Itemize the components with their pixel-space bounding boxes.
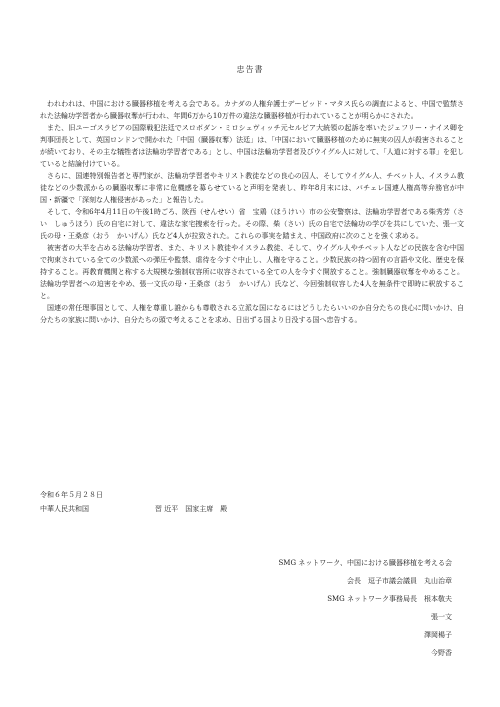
recipient-country: 中華人民共和国	[40, 505, 89, 513]
recipient-line	[40, 502, 227, 516]
signer: 澤岡楊子	[424, 631, 452, 639]
signer: 張一文	[431, 613, 452, 621]
paragraph: われわれは、中国における臓器移植を考える会である。カナダの人権弁護士デービッド・マタス氏らの調査によると、中国で監禁された法輪功学習者から臓器収奪が行われ、年間6万から10万件の違法な臓器移植が行われていることが明らかにされた。	[40, 100, 464, 120]
document-title: 忠告書	[236, 65, 264, 74]
paragraph: 国連の常任理事国として、人権を尊重し誰からも尊敬される立派な国になるにはどうしたらいいのか自分たちの良心に問いかけ、自分たちの家族に問いかけ、自分たちの頭で考えることを求め、日出ずる国より日没する国へ忠告する。	[40, 304, 464, 324]
paragraph: 被害者の大半を占める法輪功学習者、また、キリスト教徒やイスラム教徒、そして、ウイグル人やチベット人などの民族を含む中国で拘束されている全ての少数派への弾圧や監禁、虐待を今すぐ中止し、人権を守ること。少数民族の持つ固有の言語や文化、歴史を保持すること。再教育機関と称する大規模な強制収容所に収容されている全ての人を今すぐ開放すること。強制臓器収奪をやめること。法輪功学習者への迫害をやめ、張一文氏の母・王桑彦（おう かいげん）氏など、今回強制収容した4人を無条件で即時に釈放すること。	[40, 244, 464, 300]
paragraph: そして、令和6年4月11日の午後1時ごろ、陝西（せんせい）省 宝鶏（ほうけい）市の公安警察は、法輪功学習者である柴秀芳（さい しゅうほう）氏の自宅に対して、違法な家宅捜索を行った。その際、柴（さい）氏の自宅で法輪功の学びを共にしていた、張一文氏の母・王桑彦（おう かいげん）氏など4人が拉致された。これらの事実を踏まえ、中国政府に次のことを強く求める。	[40, 208, 464, 240]
signature-block	[202, 554, 452, 662]
signer: 会長 逗子市議会議員 丸山治章	[347, 577, 452, 585]
document-date: 令和６年５月２８日	[40, 491, 103, 499]
date-recipient-block	[40, 488, 227, 516]
signer: 今野香	[431, 649, 452, 657]
paragraph: さらに、国連特別報告者と専門家が、法輪功学習者やキリスト教徒などの良心の囚人、そしてウイグル人、チベット人、イスラム教徒などの少数派からの臓器収奪に非常に危機感を募らせていると声明を発表し、昨年8月末には、バチェレ国連人権高等弁務官が中国・新疆で「深刻な人権侵害があった」と報告した。	[40, 172, 464, 204]
recipient-name: 習 近平 国家主席 殿	[155, 505, 228, 513]
paragraph: また、旧ユーゴスラビアの国際戦犯法廷でスロボダン・ミロシェヴィッチ元セルビア大統領の起訴を率いたジェフリー・ナイス卿を判事団長として、英国ロンドンで開かれた「中国（臓器収奪）法廷」は、「中国において臓器移植のために無実の囚人が殺害されることが続いており、その主な犠牲者は法輪功学習者である」とし、中国は法輪功学習者及びウイグル人に対して、「人道に対する罪」を犯していると結論付けている。	[40, 124, 464, 168]
document-body	[40, 98, 464, 326]
signer: SMG ネットワーク事務局長 根本敬夫	[327, 595, 452, 603]
signer-org: SMG ネットワーク、中国における臓器移植を考える会	[278, 559, 452, 567]
